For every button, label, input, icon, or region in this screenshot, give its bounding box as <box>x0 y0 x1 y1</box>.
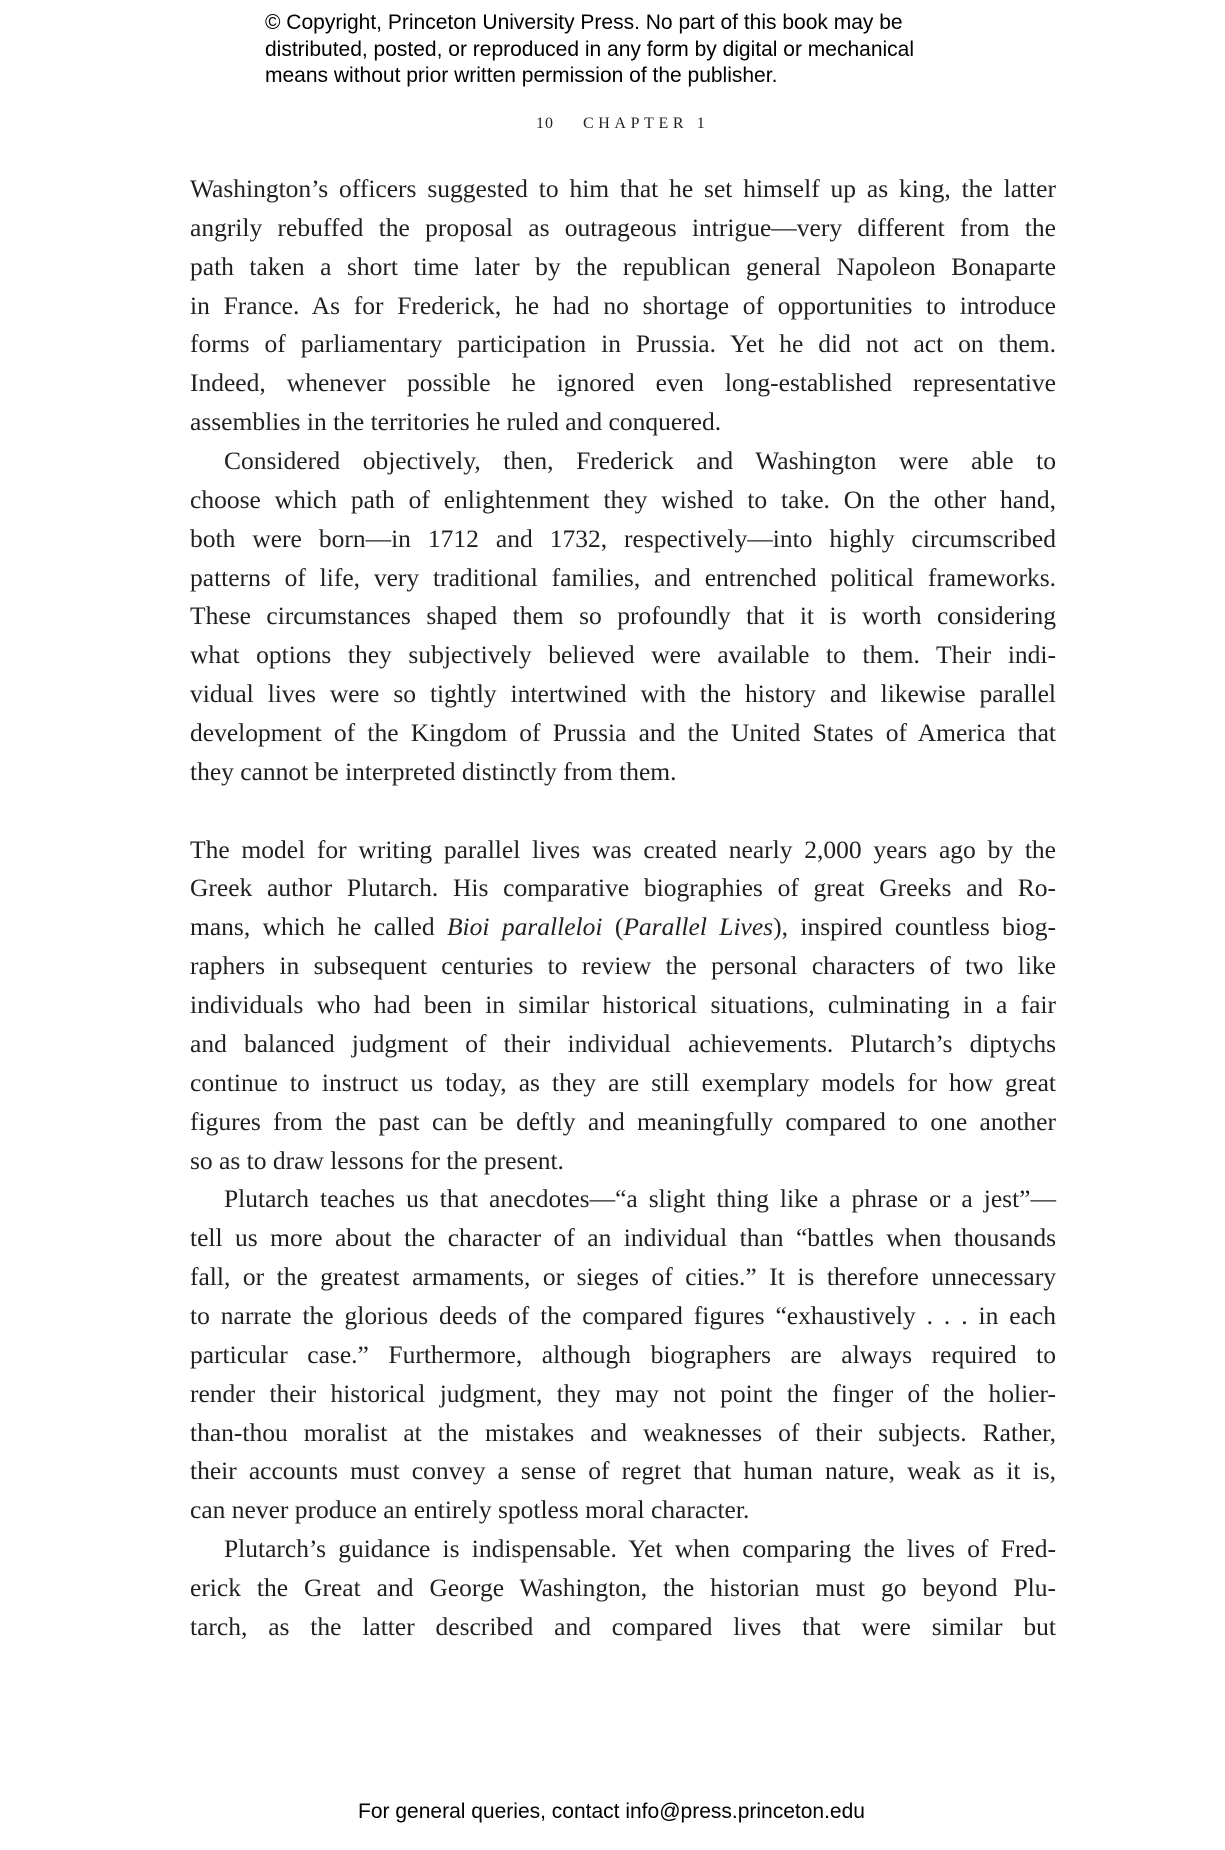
text-line: The model for writing parallel lives was created nearly 2,000 years ago by the <box>190 834 1056 864</box>
text-line: raphers in subsequent centuries to review the personal characters of two like <box>190 951 1056 981</box>
text-run: ( <box>602 912 624 942</box>
text-line: continue to instruct us today, as they are still exemplary models for how great <box>190 1067 1056 1097</box>
copyright-line: means without prior written permission of the publisher. <box>265 64 778 87</box>
text-line: particular case.” Furthermore, although biographers are always required to <box>190 1339 1056 1369</box>
text-line: so as to draw lessons for the present. <box>190 1145 564 1175</box>
footer-text: For general queries, contact info@press.princeton.edu <box>358 1800 865 1823</box>
page-number: 10 <box>536 115 554 132</box>
text-line: Greek author Plutarch. His comparative biographies of great Greeks and Ro- <box>190 873 1056 903</box>
copyright-notice <box>265 10 1025 90</box>
text-line: angrily rebuffed the proposal as outrageous intrigue—very different from the <box>190 212 1056 242</box>
text-line <box>190 908 1056 946</box>
text-line: vidual lives were so tightly intertwined with the history and likewise parallel <box>190 679 1056 709</box>
copyright-line: © Copyright, Princeton University Press. No part of this book may be <box>265 11 903 34</box>
text-line: assemblies in the territories he ruled and conquered. <box>190 407 722 437</box>
text-line: Plutarch’s guidance is indispensable. Yet when comparing the lives of Fred- <box>224 1534 1056 1564</box>
text-line: patterns of life, very traditional families, and entrenched political frameworks. <box>190 562 1056 592</box>
italic-title: Parallel Lives <box>623 912 774 942</box>
text-line: Washington’s officers suggested to him that he set himself up as king, the latter <box>190 174 1056 203</box>
text-line: their accounts must convey a sense of regret that human nature, weak as it is, <box>190 1456 1056 1486</box>
text-line: both were born—in 1712 and 1732, respectively—into highly circumscribed <box>190 523 1056 553</box>
text-line: tell us more about the character of an individual than “battles when thousands <box>190 1223 1056 1253</box>
italic-title: Bioi paralleloi <box>446 912 603 942</box>
text-run: ), inspired countless biog- <box>773 912 1056 942</box>
text-line: and balanced judgment of their individual achievements. Plutarch’s diptychs <box>190 1028 1056 1058</box>
text-line: Considered objectively, then, Frederick and Washington were able to <box>224 446 1056 476</box>
text-line: These circumstances shaped them so profoundly that it is worth considering <box>190 601 1056 631</box>
text-line: tarch, as the latter described and compared lives that were similar but <box>190 1611 1056 1641</box>
text-line: development of the Kingdom of Prussia and the United States of America that <box>190 718 1056 748</box>
text-line: choose which path of enlightenment they wished to take. On the other hand, <box>190 484 1056 514</box>
chapter-label: CHAPTER 1 <box>583 115 710 132</box>
text-run: mans, which he called <box>190 912 447 942</box>
footer-contact <box>0 1800 1225 1824</box>
running-head <box>0 113 1225 137</box>
text-line: Plutarch teaches us that anecdotes—“a slight thing like a phrase or a jest”— <box>224 1184 1056 1214</box>
text-line: individuals who had been in similar historical situations, culminating in a fair <box>190 990 1056 1020</box>
text-line: fall, or the greatest armaments, or sieges of cities.” It is therefore unnecessary <box>190 1262 1056 1292</box>
text-line: than-thou moralist at the mistakes and weaknesses of their subjects. Rather, <box>190 1417 1056 1447</box>
text-line: they cannot be interpreted distinctly from them. <box>190 756 677 786</box>
text-line: render their historical judgment, they may not point the finger of the holier- <box>190 1378 1056 1408</box>
text-line: to narrate the glorious deeds of the compared figures “exhaustively . . . in each <box>190 1300 1056 1330</box>
text-line: what options they subjectively believed were available to them. Their indi- <box>190 640 1056 670</box>
text-line: erick the Great and George Washington, the historian must go beyond Plu- <box>190 1572 1056 1602</box>
text-line: can never produce an entirely spotless moral character. <box>190 1495 750 1525</box>
text-line: Indeed, whenever possible he ignored even long-established representative <box>190 368 1056 398</box>
text-line: forms of parliamentary participation in Prussia. Yet he did not act on them. <box>190 329 1056 359</box>
text-line: in France. As for Frederick, he had no shortage of opportunities to introduce <box>190 290 1056 320</box>
text-line: figures from the past can be deftly and meaningfully compared to one another <box>190 1106 1056 1136</box>
text-line: path taken a short time later by the republican general Napoleon Bonaparte <box>190 251 1056 281</box>
copyright-line: distributed, posted, or reproduced in any form by digital or mechanical <box>265 37 915 61</box>
